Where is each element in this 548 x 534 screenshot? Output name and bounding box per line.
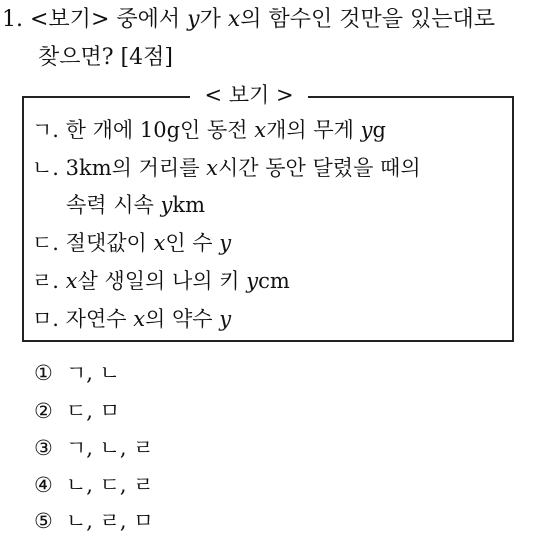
item-marker: ㄷ. <box>32 231 59 255</box>
answer-choice-5[interactable] <box>34 508 154 534</box>
answer-choice-3[interactable] <box>34 435 154 461</box>
choice-number: ③ <box>34 436 53 460</box>
item-var: y <box>219 231 232 255</box>
item-var: x <box>153 231 166 255</box>
choice-text: ㄱ, ㄴ, ㄹ <box>66 436 154 460</box>
example-item-5 <box>32 306 231 332</box>
item-var: x <box>133 307 146 331</box>
item-text: 의 약수 <box>145 307 220 331</box>
item-marker: ㅁ. <box>32 307 59 331</box>
example-item-3 <box>32 230 231 256</box>
choice-text: ㄴ, ㄹ, ㅁ <box>66 509 154 533</box>
item-marker: ㄹ. <box>32 269 59 293</box>
item-var: y <box>360 118 373 142</box>
item-marker: ㄱ. <box>32 118 59 142</box>
choice-text: ㄷ, ㅁ <box>66 399 120 423</box>
question-text-mid: 가 <box>199 7 228 32</box>
item-var: y <box>246 269 259 293</box>
answer-choice-2[interactable] <box>34 398 120 424</box>
item-var: x <box>65 269 78 293</box>
choice-text: ㄱ, ㄴ <box>66 361 120 385</box>
answer-choice-1[interactable] <box>34 360 120 386</box>
item-var: y <box>219 307 232 331</box>
choice-number: ⑤ <box>34 509 53 533</box>
item-text: 속력 시속 <box>66 193 161 217</box>
item-var: x <box>254 118 267 142</box>
item-text: 살 생일의 나의 키 <box>77 269 247 293</box>
choice-number: ④ <box>34 473 53 497</box>
example-item-2 <box>32 155 421 181</box>
item-var: x <box>206 156 218 180</box>
item-marker: ㄴ. <box>32 156 59 180</box>
item-text: 절댓값이 <box>65 231 154 255</box>
question-line-1 <box>2 6 495 34</box>
question-var-x: x <box>227 7 241 32</box>
choice-text: ㄴ, ㄷ, ㄹ <box>66 473 154 497</box>
item-var: y <box>160 193 173 217</box>
item-text: 인 수 <box>165 231 220 255</box>
question-text-pre: <보기> 중에서 <box>30 7 188 32</box>
example-item-2-continuation <box>66 192 205 218</box>
item-text: 개의 무게 <box>266 118 361 142</box>
item-unit: g <box>372 118 386 142</box>
example-box-title: < 보기 > <box>190 82 308 108</box>
question-number: 1. <box>2 7 23 32</box>
example-item-1 <box>32 117 386 143</box>
choice-number: ② <box>34 399 53 423</box>
item-text: 자연수 <box>65 307 134 331</box>
choice-number: ① <box>34 361 53 385</box>
item-unit: cm <box>258 269 290 293</box>
answer-choice-4[interactable] <box>34 472 154 498</box>
example-item-4 <box>32 268 290 294</box>
item-unit: km <box>172 193 206 217</box>
question-var-y: y <box>187 7 200 32</box>
question-text-post: 의 함수인 것만을 있는대로 <box>240 7 495 32</box>
question-line-2: 찾으면? [4점] <box>38 45 173 70</box>
item-text: 3km의 거리를 <box>65 156 207 180</box>
item-text: 시간 동안 달렸을 때의 <box>218 156 421 180</box>
item-text: 한 개에 10g인 동전 <box>65 118 255 142</box>
